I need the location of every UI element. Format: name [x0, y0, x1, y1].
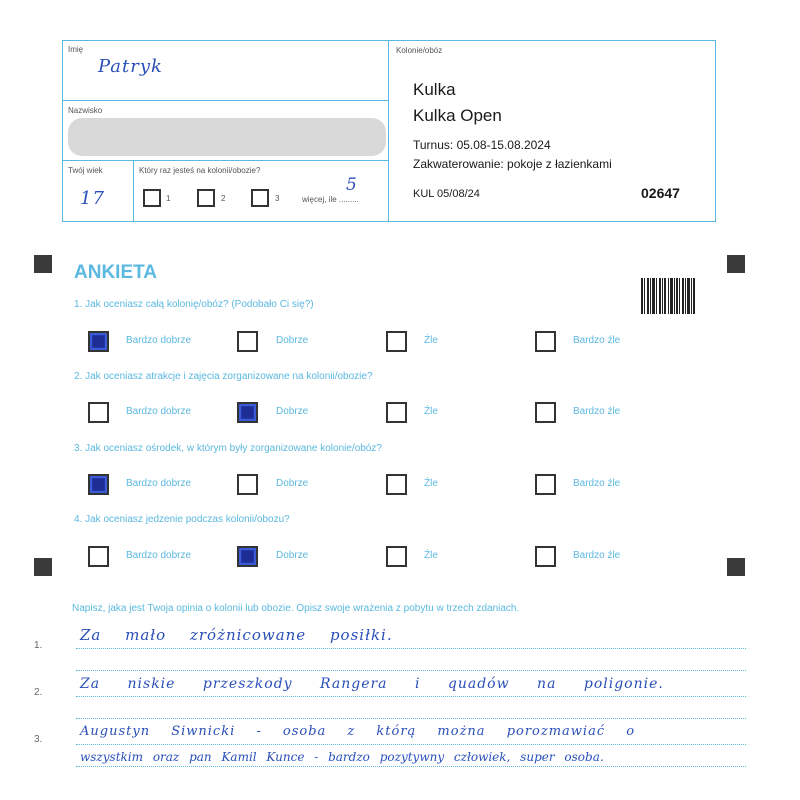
opinion-line-3 — [76, 744, 746, 745]
opinion-line-2b — [76, 718, 746, 719]
times-checkbox-2[interactable] — [197, 189, 215, 207]
q3-option-very-good-label: Bardzo dobrze — [126, 478, 192, 489]
surname-redaction — [68, 118, 386, 156]
opinion-answer-2[interactable]: Za niskie przeszkody Rangera i quadów na poligonie. — [80, 676, 664, 692]
surname-label: Nazwisko — [68, 106, 103, 115]
q2-option-very-bad-label: Bardzo źle — [573, 406, 621, 417]
question-1: 1. Jak oceniasz całą kolonię/obóz? (Podobało Ci się?) — [74, 299, 314, 310]
q3-option-very-good-checkbox[interactable] — [88, 474, 109, 495]
q3-option-bad-label: Źle — [424, 478, 438, 489]
q2-option-bad-checkbox[interactable] — [386, 402, 407, 423]
turnus: Turnus: 05.08-15.08.2024 — [413, 138, 551, 152]
opinion-prompt: Napisz, jaka jest Twoja opinia o kolonii lub obozie. Opisz swoje wrażenia z pobytu w trzech zdaniach. — [72, 603, 520, 614]
q2-option-very-good-checkbox[interactable] — [88, 402, 109, 423]
q3-option-good-checkbox[interactable] — [237, 474, 258, 495]
q3-option-good-label: Dobrze — [276, 478, 309, 489]
q4-option-good-checkbox[interactable] — [237, 546, 258, 567]
question-3: 3. Jak oceniasz ośrodek, w którym były zorganizowane kolonie/obóz? — [74, 443, 382, 454]
times-checkbox-3[interactable] — [251, 189, 269, 207]
age-label: Twój wiek — [68, 166, 103, 175]
q4-option-good-label: Dobrze — [276, 550, 309, 561]
q3-option-very-bad-label: Bardzo źle — [573, 478, 621, 489]
line-number-3: 3. — [34, 734, 43, 745]
camp-code: KUL 05/08/24 — [413, 188, 480, 200]
q2-option-very-good-label: Bardzo dobrze — [126, 406, 192, 417]
opinion-answer-1[interactable]: Za mało zróżnicowane posiłki. — [80, 626, 393, 644]
header-divider — [388, 40, 389, 221]
times-checkbox-1[interactable] — [143, 189, 161, 207]
opinion-line-3b — [76, 766, 746, 767]
q2-option-good-label: Dobrze — [276, 406, 309, 417]
question-2: 2. Jak oceniasz atrakcje i zajęcia zorganizowane na kolonii/obozie? — [74, 371, 373, 382]
q1-option-very-bad-label: Bardzo źle — [573, 335, 621, 346]
name-label: Imię — [68, 45, 84, 54]
age-divider — [133, 160, 134, 221]
times-option-1: 1 — [166, 194, 171, 203]
q4-option-very-bad-label: Bardzo źle — [573, 550, 621, 561]
name-row-divider — [62, 100, 388, 101]
q2-option-good-checkbox[interactable] — [237, 402, 258, 423]
times-option-2: 2 — [221, 194, 226, 203]
q4-option-very-bad-checkbox[interactable] — [535, 546, 556, 567]
scan-marker-bottom-right — [727, 558, 745, 576]
survey-title: ANKIETA — [74, 262, 158, 283]
scan-marker-top-left — [34, 255, 52, 273]
times-option-3: 3 — [275, 194, 280, 203]
q1-option-good-label: Dobrze — [276, 335, 309, 346]
q2-option-very-bad-checkbox[interactable] — [535, 402, 556, 423]
q4-option-very-good-checkbox[interactable] — [88, 546, 109, 567]
q4-option-bad-checkbox[interactable] — [386, 546, 407, 567]
times-label: Który raz jesteś na kolonii/obozie? — [139, 166, 261, 175]
accommodation: Zakwaterowanie: pokoje z łazienkami — [413, 157, 612, 171]
question-4: 4. Jak oceniasz jedzenie podczas kolonii/obozu? — [74, 514, 290, 525]
q4-option-bad-label: Źle — [424, 550, 438, 561]
q1-option-bad-checkbox[interactable] — [386, 331, 407, 352]
surname-row-divider — [62, 160, 388, 161]
opinion-line-1 — [76, 648, 746, 649]
more-value[interactable]: 5 — [346, 175, 358, 195]
q3-option-very-bad-checkbox[interactable] — [535, 474, 556, 495]
q4-option-very-good-label: Bardzo dobrze — [126, 550, 192, 561]
opinion-line-1b — [76, 670, 746, 671]
line-number-1: 1. — [34, 640, 43, 651]
camp-name: Kulka — [413, 80, 456, 99]
name-value[interactable]: Patryk — [98, 56, 163, 77]
q2-option-bad-label: Źle — [424, 406, 438, 417]
q1-option-very-good-label: Bardzo dobrze — [126, 335, 192, 346]
q3-option-bad-checkbox[interactable] — [386, 474, 407, 495]
opinion-answer-3-continued[interactable]: wszystkim oraz pan Kamil Kunce - bardzo pozytywny człowiek, super osoba. — [80, 750, 604, 764]
opinion-answer-3[interactable]: Augustyn Siwnicki - osoba z którą można porozmawiać o — [80, 724, 636, 739]
q1-option-good-checkbox[interactable] — [237, 331, 258, 352]
camp-subname: Kulka Open — [413, 106, 502, 125]
q1-option-bad-label: Źle — [424, 335, 438, 346]
scan-marker-top-right — [727, 255, 745, 273]
barcode-icon — [641, 278, 695, 314]
q1-option-very-good-checkbox[interactable] — [88, 331, 109, 352]
age-value[interactable]: 17 — [80, 188, 105, 209]
line-number-2: 2. — [34, 687, 43, 698]
q1-option-very-bad-checkbox[interactable] — [535, 331, 556, 352]
scan-marker-bottom-left — [34, 558, 52, 576]
more-label: więcej, ile ......... — [302, 195, 359, 204]
camp-label: Kolonie/obóz — [396, 46, 443, 55]
form-number: 02647 — [641, 185, 680, 201]
opinion-line-2 — [76, 696, 746, 697]
